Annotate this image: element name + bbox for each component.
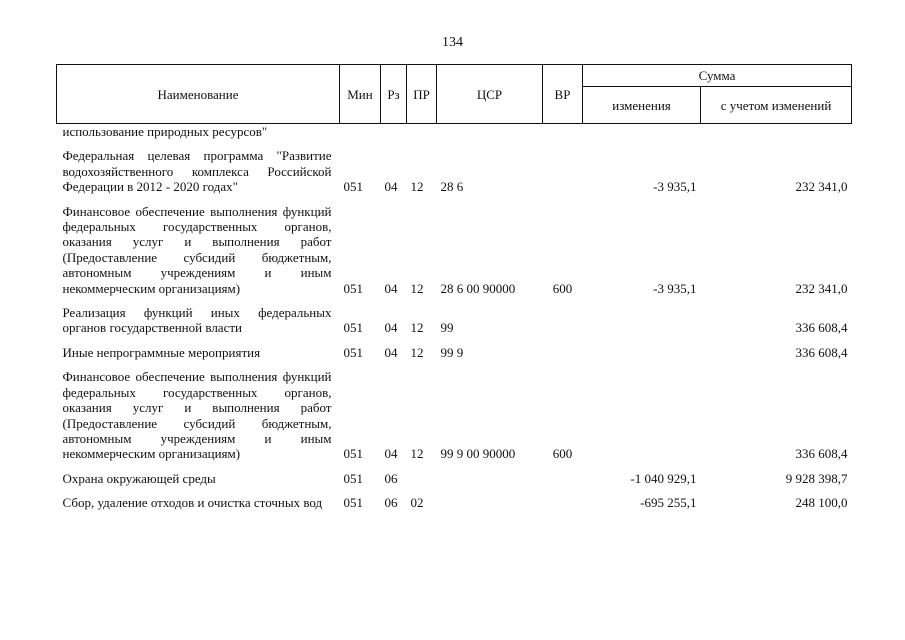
cell-rz: 04 [384,179,398,195]
cell-total: 9 928 398,7 [785,470,848,486]
table-row [57,360,852,461]
cell-changes: -695 255,1 [640,495,697,511]
header-with-changes: с учетом изменений [701,87,852,124]
cell-min [340,124,381,140]
cell-min: 051 [343,344,363,360]
cell-changes: -1 040 929,1 [630,470,697,486]
cell-total: 336 608,4 [795,320,848,336]
table-row [57,124,852,140]
header-csr: ЦСР [437,65,543,124]
cell-total: 232 341,0 [795,179,848,195]
table-row [57,336,852,360]
cell-vr [543,124,583,140]
header-changes: изменения [583,87,701,124]
cell-changes: -3 935,1 [653,280,697,296]
table-row [57,296,852,336]
cell-name: Иные непрограммные мероприятия [62,344,261,360]
cell-csr [437,486,543,510]
cell-pr: 12 [410,344,424,360]
cell-changes [583,296,701,336]
cell-csr: 28 6 00 90000 [440,280,516,296]
cell-csr [437,462,543,486]
table-row [57,486,852,510]
cell-vr: 600 [552,280,573,296]
cell-csr: 99 [440,320,454,336]
cell-pr: 02 [410,495,424,511]
cell-changes: -3 935,1 [653,179,697,195]
page-number: 134 [442,35,463,50]
cell-min: 051 [343,179,363,195]
cell-vr [543,462,583,486]
table-row [57,195,852,296]
cell-vr [543,486,583,510]
table-body [57,124,852,511]
cell-csr: 28 6 [440,179,464,195]
header-rz: Рз [381,65,407,124]
header-name: Наименование [57,65,340,124]
cell-total: 232 341,0 [795,280,848,296]
header-pr: ПР [407,65,437,124]
cell-rz: 04 [384,280,398,296]
cell-vr [543,296,583,336]
cell-name: Федеральная целевая программа "Развитие водохозяйственного комплекса Российской Федерации в 2012 - 2020 годах" [62,148,332,195]
cell-rz: 06 [384,495,398,511]
table-header [57,65,852,124]
header-sum: Сумма [583,65,852,87]
cell-rz: 04 [384,344,398,360]
cell-csr: 99 9 [440,344,464,360]
table-row [57,462,852,486]
cell-total: 336 608,4 [795,344,848,360]
cell-pr: 12 [410,280,424,296]
cell-total: 336 608,4 [795,446,848,462]
cell-rz: 04 [384,320,398,336]
cell-name: Реализация функций иных федеральных органов государственной власти [62,305,332,336]
cell-min: 051 [343,495,363,511]
cell-vr [543,336,583,360]
header-vr: ВР [543,65,583,124]
cell-pr [407,462,437,486]
cell-pr: 12 [410,179,424,195]
cell-csr: 99 9 00 90000 [440,446,516,462]
cell-total: 248 100,0 [795,495,848,511]
cell-changes [583,124,701,140]
table-row [57,139,852,194]
cell-pr: 12 [410,446,424,462]
cell-min: 051 [343,446,363,462]
cell-changes [583,360,701,461]
cell-name: использование природных ресурсов" [62,124,268,139]
cell-pr: 12 [410,320,424,336]
cell-vr: 600 [552,446,573,462]
cell-csr [437,124,543,140]
cell-name: Финансовое обеспечение выполнения функций федеральных государственных органов, оказания услуг и выполнения работ (Предоставление субсидий бюджетным, автономным учреждениям и иным некоммерческим организациям) [62,203,332,296]
cell-min: 051 [343,320,363,336]
cell-name: Охрана окружающей среды [62,470,216,486]
cell-rz: 06 [384,470,398,486]
cell-rz [381,124,407,140]
cell-min: 051 [343,470,363,486]
cell-total [701,124,852,140]
cell-rz: 04 [384,446,398,462]
cell-name: Сбор, удаление отходов и очистка сточных вод [62,495,323,511]
header-min: Мин [340,65,381,124]
cell-name: Финансовое обеспечение выполнения функций федеральных государственных органов, оказания услуг и выполнения работ (Предоставление субсидий бюджетным, автономным учреждениям и иным некоммерческим организациям) [62,369,332,462]
cell-vr [543,139,583,194]
cell-pr [407,124,437,140]
cell-min: 051 [343,280,363,296]
cell-changes [583,336,701,360]
budget-table [56,64,852,511]
